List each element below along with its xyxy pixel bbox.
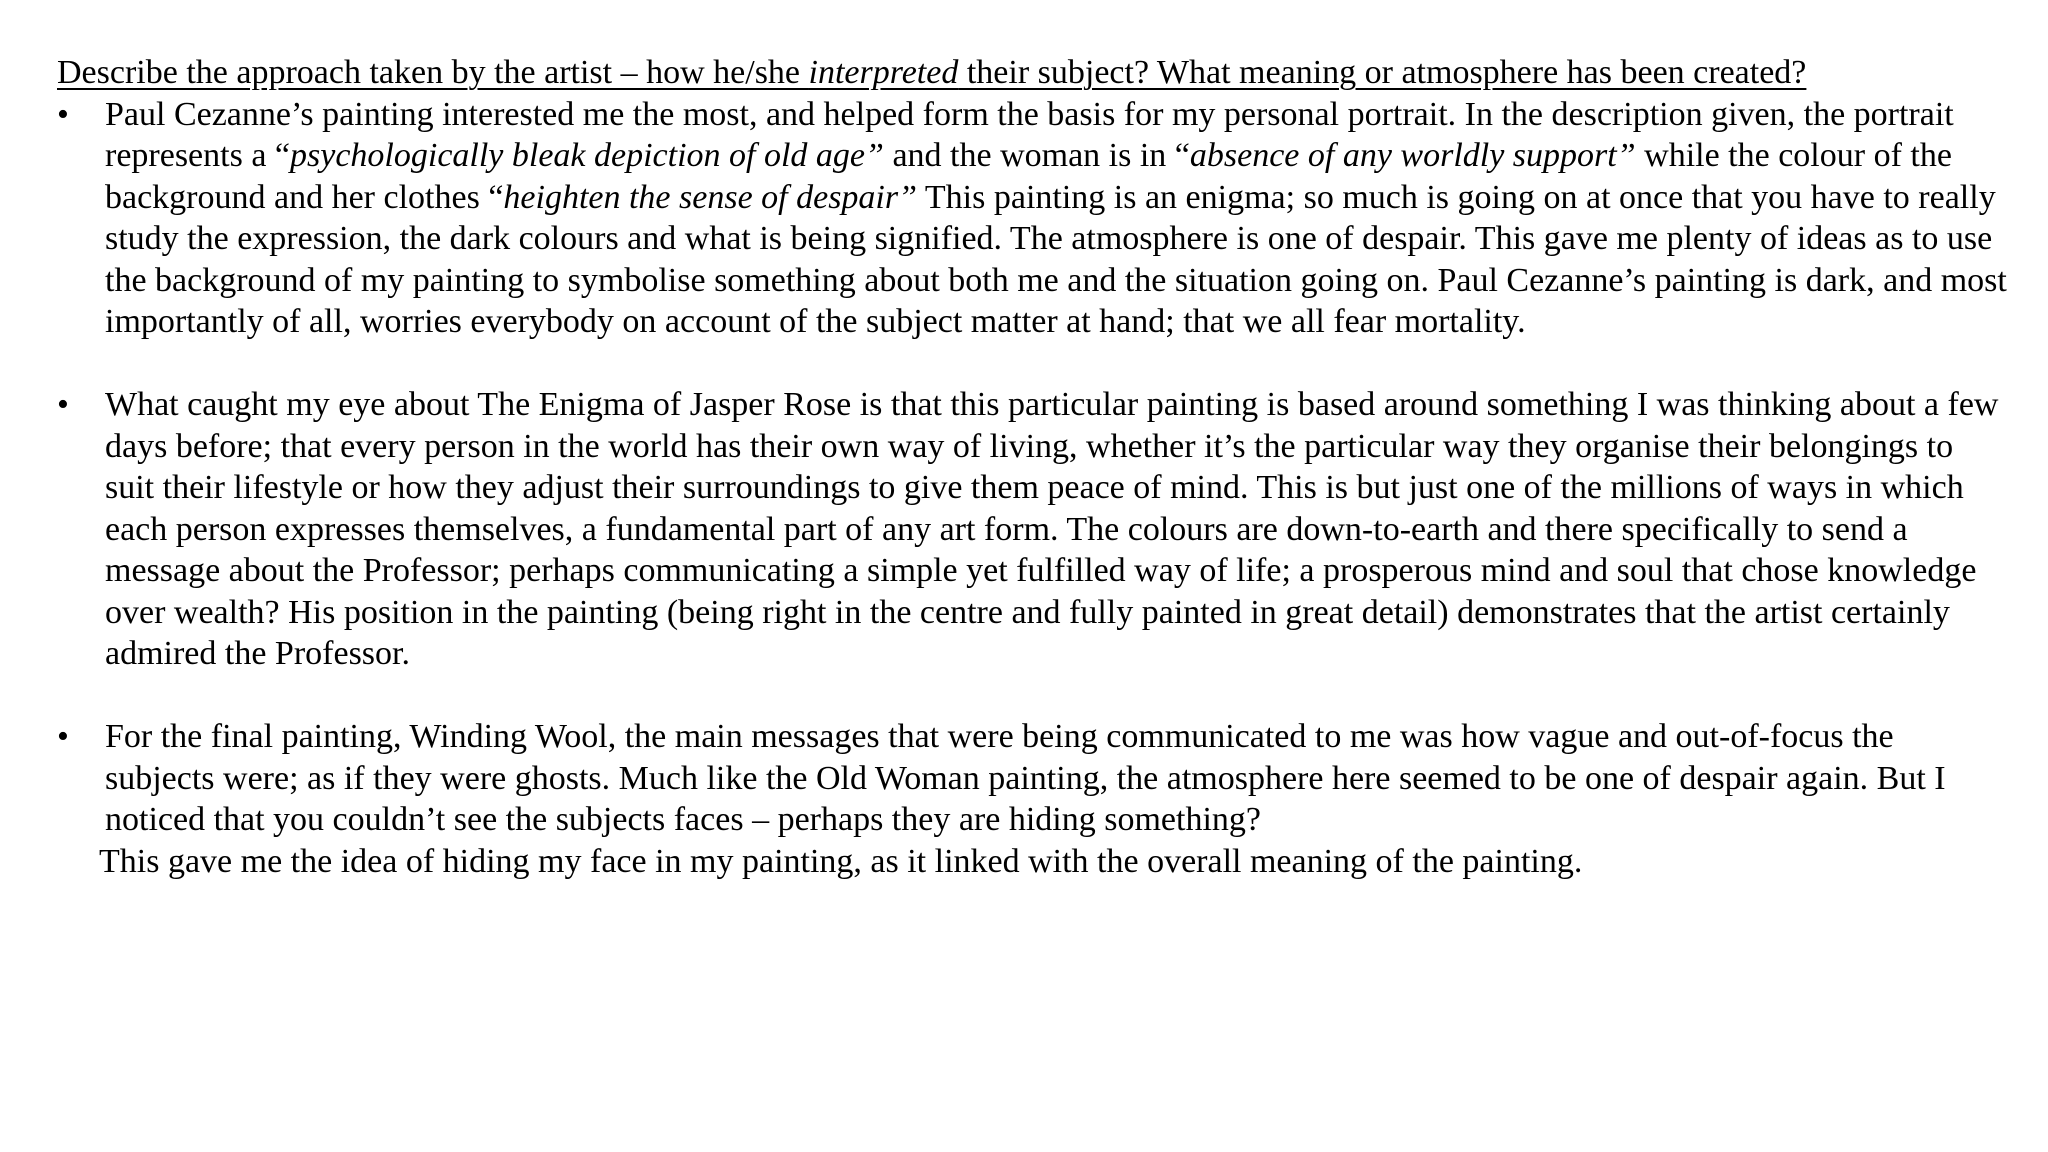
bullet-paragraph-winding-wool: For the final painting, Winding Wool, the main messages that were being communicated to me was how vague and out-of-focus the subjects were; as if they were ghosts. Much like the Old Woman painting, the atmosphere here seemed to be one of despair again. But I noticed that you couldn’t see the subjects faces – perhaps they are hiding something? (105, 718, 1946, 838)
closing-sentence: This gave me the idea of hiding my face in my painting, as it linked with the overall meaning of the painting. (99, 842, 1583, 880)
bullet-marker: • (57, 718, 69, 755)
bullet-item-jasper-rose (57, 384, 2007, 675)
prompt-heading (57, 52, 2007, 94)
text-segment: and the woman is in “ (883, 137, 1190, 174)
text-segment: while the colour of the background and her clothes “ (105, 137, 1952, 216)
bullet-paragraph-jasper-rose: What caught my eye about The Enigma of Jasper Rose is that this particular painting is based around something I was thinking about a few days before; that every person in the world has their own way of living, whether it’s the particular way they organise their belongings to suit their lifestyle or how they adjust their surroundings to give them peace of mind. This is but just one of the millions of ways in which each person expresses themselves, a fundamental part of any art form. The colours are down-to-earth and there specifically to send a message about the Professor; perhaps communicating a simple yet fulfilled way of life; a prosperous mind and soul that chose knowledge over wealth? His position in the painting (being right in the centre and fully painted in great detail) demonstrates that the artist certainly admired the Professor. (105, 386, 1999, 672)
bullet-paragraph-cezanne (105, 94, 2007, 343)
bullet-item-winding-wool (57, 716, 2007, 882)
heading-emphasis: interpreted (808, 54, 959, 91)
bullet-marker: • (57, 95, 69, 133)
quote-bleak-depiction: psychologically bleak depiction of old age” (290, 137, 884, 174)
text-body (57, 52, 2007, 882)
quote-worldly-support: absence of any worldly support” (1189, 137, 1636, 174)
text-segment: This painting is an enigma; so much is going on at once that you have to really study the expression, the dark colours and what is being signified. The atmosphere is one of despair. This gave me plenty of ideas as to use the background of my painting to symbolise something about both me and the situation going on. Paul Cezanne’s painting is dark, and most importantly of all, worries everybody on account of the subject matter at hand; that we all fear mortality. (105, 178, 2007, 340)
bullet-marker: • (57, 386, 69, 423)
text-segment: Paul Cezanne’s painting interested me the most, and helped form the basis for my personal portrait. In the description given, the portrait represents a “ (105, 95, 1954, 174)
bullet-item-cezanne (57, 94, 2007, 343)
bullet-list (57, 94, 2007, 883)
quote-sense-of-despair: heighten the sense of despair” (503, 178, 918, 216)
heading-part-2: their subject? What meaning or atmosphere has been created? (958, 54, 1807, 91)
heading-part-1: Describe the approach taken by the artist – how he/she (57, 54, 809, 91)
